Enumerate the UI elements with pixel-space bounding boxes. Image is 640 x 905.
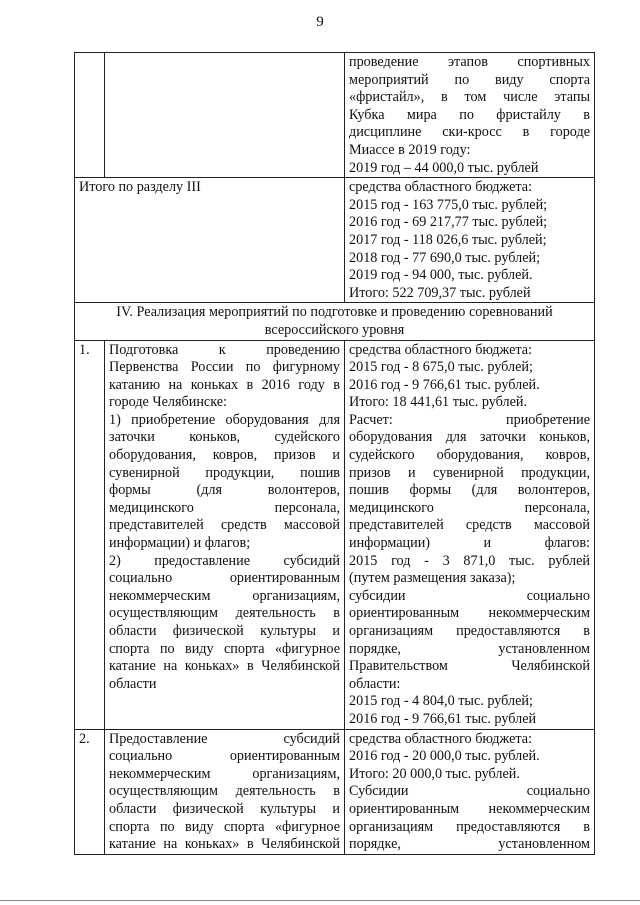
row-number: 1. [75,340,105,729]
cell-num-empty [75,53,105,178]
text-line: 2015 год - 4 804,0 тыс. рублей; [349,693,533,710]
text-line: области: [349,675,401,692]
text-line: представителей средств массовой [109,517,340,534]
table-row-total-section-iii [75,178,595,303]
row-funding [345,729,595,854]
text-line: информации) и флагов; [109,535,251,552]
table-row-2 [75,729,595,854]
text-line: 2017 год - 118 026,6 тыс. рублей; [349,231,547,248]
text-line: пошив формы (для волонтеров, [349,482,590,499]
section-heading [75,303,595,340]
text-line: Подготовка к проведению [109,341,340,358]
text-line: 2016 год - 9 766,61 тыс. рублей [349,710,537,727]
text-line: порядке, установленном [349,640,590,657]
text-line: 2015 год - 163 775,0 тыс. рублей; [349,196,548,213]
text-line: Правительством Челябинской [349,658,590,675]
total-label: Итого по разделу III [75,178,345,303]
text-line: Расчет: приобретение [349,411,590,428]
cell-desc-empty [105,53,345,178]
text-line: Субсидии социально [349,783,590,800]
text-line: Предоставление субсидий [109,730,340,747]
program-table [74,52,595,855]
text-line: спорта по виду спорта «фигурное [109,640,340,657]
text-line: (путем размещения заказа); [349,570,516,587]
row-description [105,340,345,729]
text-line: социально ориентированным [109,748,340,765]
text-line: средства областного бюджета: [349,341,533,358]
text-line: представителей средств массовой [349,517,590,534]
row-funding [345,340,595,729]
text-line: субсидии социально [349,587,590,604]
text-line: порядке, установленном [349,836,590,853]
text-line: Итого: 20 000,0 тыс. рублей. [349,765,520,782]
text-line: мероприятий по виду спорта [349,71,590,88]
text-line: 2016 год - 20 000,0 тыс. рублей. [349,748,540,765]
text-line: некоммерческим организациям, [109,587,340,604]
text-line: Итого: 522 709,37 тыс. рублей [349,284,531,301]
text-line: 2016 год - 69 217,77 тыс. рублей; [349,214,548,231]
text-line: 2) предоставление субсидий [109,552,340,569]
text-line: области [109,675,157,692]
text-line: формы (для волонтеров, [109,482,340,499]
text-line: организациям предоставляются в [349,623,590,639]
row-description [105,729,345,854]
text-line: области физической культуры и [109,623,340,639]
text-line: 2018 год - 77 690,0 тыс. рублей; [349,249,541,266]
text-line: дисциплине ски-кросс в городе [349,124,590,141]
text-line: медицинского персонала, [109,499,340,516]
section-heading-line: IV. Реализация мероприятий по подготовке и проведению соревнований [116,304,553,321]
text-line: Итого: 18 441,61 тыс. рублей. [349,394,528,411]
row-number: 2. [75,729,105,854]
text-line: области физической культуры и [109,800,340,817]
text-line: 2015 год - 3 871,0 тыс. рублей [349,552,590,569]
text-line: заточки коньков, судейского [109,429,340,446]
text-line: медицинского персонала, [349,499,590,516]
text-line: судейского оборудования, ковров, [349,447,590,464]
text-line: Первенства России по фигурному [109,359,340,376]
text-line: катание на коньках» в Челябинской [109,836,340,853]
text-line: проведение этапов спортивных [349,54,590,70]
text-line: ориентированным некоммерческим [349,605,590,622]
text-line: призов и сувенирной продукции, [349,464,590,481]
text-line: информации) и флагов: [349,535,590,552]
text-line: катание на коньках» в Челябинской [109,658,340,675]
text-line: 2015 год - 8 675,0 тыс. рублей; [349,359,533,376]
text-line: 2019 год – 44 000,0 тыс. рублей [349,159,539,176]
text-line: 1) приобретение оборудования для [109,411,340,428]
text-line: некоммерческим организациям, [109,765,340,782]
text-line: оборудования для заточки коньков, [349,429,590,446]
text-line: средства областного бюджета: [349,179,533,196]
section-heading-row [75,303,595,340]
text-line: осуществляющим деятельность в [109,783,340,800]
total-funding [345,178,595,303]
table-row-continuation [75,53,595,178]
page-bottom-rule [0,900,640,901]
text-line: спорта по виду спорта «фигурное [109,818,340,835]
text-line: Кубка мира по фристайлу в [349,106,590,123]
text-line: сувенирной продукции, пошив [109,464,340,481]
section-heading-line: всероссийского уровня [264,321,405,338]
text-line: 2019 год - 94 000, тыс. рублей. [349,267,533,284]
text-line: осуществляющим деятельность в [109,605,340,622]
text-line: Миассе в 2019 году: [349,141,471,158]
text-line: городе Челябинске: [109,394,228,411]
text-line: 2016 год - 9 766,61 тыс. рублей. [349,376,540,393]
text-line: социально ориентированным [109,570,340,587]
text-line: «фристайл», в том числе этапы [349,89,590,106]
table-row-1 [75,340,595,729]
text-line: оборудования, ковров, призов и [109,447,340,464]
text-line: катанию на коньках в 2016 году в [109,376,340,393]
text-line: средства областного бюджета: [349,730,533,747]
text-line: организациям предоставляются в [349,818,590,835]
text-line: ориентированным некоммерческим [349,800,590,817]
cell-continuation-text [345,53,595,178]
page-number: 9 [316,14,324,30]
